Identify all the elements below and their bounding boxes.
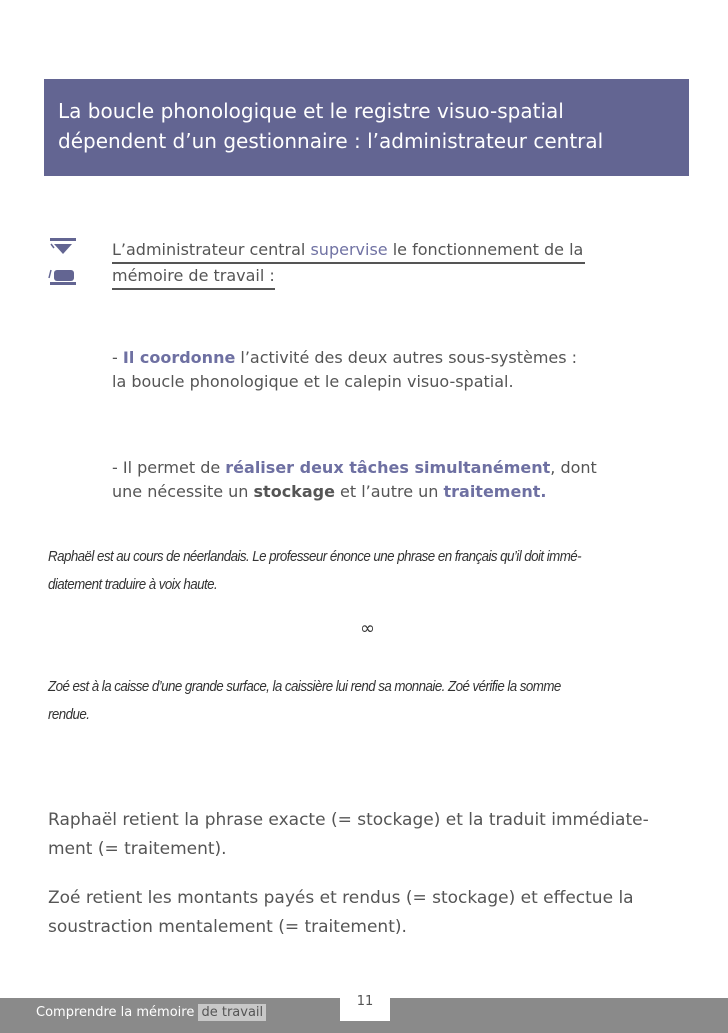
point-2-text-2: , dont — [550, 458, 597, 477]
point-2-text-1: - Il permet de — [112, 458, 226, 477]
intro-text-4: : — [264, 266, 275, 285]
explanation-zoe-line-2: soustraction mentalement (= traitement). — [48, 917, 407, 937]
intro-text-1: L’administrateur central — [112, 240, 311, 259]
explanation-raphael-line-1: Raphaël retient la phrase exacte (= stockage) et la traduit immédiate- — [48, 810, 649, 830]
intro-text-2: le fonctionnement de la — [387, 240, 584, 259]
explanation-raphael — [48, 806, 698, 864]
title-banner — [44, 79, 689, 176]
footer-title-main: Comprendre la mémoire — [36, 1005, 195, 1020]
hourglass-icon — [48, 238, 78, 286]
example-zoe-line-2: rendue. — [48, 707, 90, 723]
intro-text-3: mémoire de travail — [112, 266, 265, 285]
example-separator: ∞ — [360, 618, 375, 639]
explanation-zoe-line-1: Zoé retient les montants payés et rendus (= stockage) et effectue la — [48, 888, 634, 908]
point-2-keyword: réaliser deux tâches simultanément — [225, 458, 551, 477]
point-2-processing: traitement. — [443, 482, 547, 501]
point-2-storage: stockage — [253, 482, 335, 501]
example-raphael-line-2: diatement traduire à voix haute. — [48, 577, 218, 593]
point-1-keyword: Il coordonne — [122, 348, 236, 367]
explanation-zoe — [48, 884, 698, 942]
intro-line-1 — [112, 238, 585, 264]
point-2-line-1 — [112, 456, 672, 480]
point-1-line-2: la boucle phonologique et le calepin visuo-spatial. — [112, 372, 514, 391]
page-number: 11 — [356, 994, 374, 1009]
point-coordination — [112, 346, 672, 394]
point-1-dash: - — [112, 348, 123, 367]
footer-title-sub: de travail — [198, 1004, 266, 1021]
point-1-text: l’activité des deux autres sous-systèmes : — [235, 348, 578, 367]
intro-line-2 — [112, 264, 275, 290]
point-1-line-1 — [112, 346, 672, 370]
point-2-line-2 — [112, 480, 672, 504]
example-raphael — [48, 543, 646, 599]
intro-paragraph — [112, 238, 672, 290]
example-zoe — [48, 673, 646, 729]
point-2-text-4: et l’autre un — [334, 482, 444, 501]
point-dual-task — [112, 456, 672, 504]
example-zoe-line-1: Zoé est à la caisse d’une grande surface, la caissière lui rend sa monnaie. Zoé vérifie la somme — [48, 679, 561, 695]
banner-title-line-1: La boucle phonologique et le registre visuo-spatial — [58, 99, 564, 123]
explanation-raphael-line-2: ment (= traitement). — [48, 839, 227, 859]
point-2-text-3: une nécessite un — [112, 482, 254, 501]
example-raphael-line-1: Raphaël est au cours de néerlandais. Le professeur énonce une phrase en français qu’il doit immé- — [48, 549, 582, 565]
banner-title-line-2: dépendent d’un gestionnaire : l’administrateur central — [58, 129, 604, 153]
intro-keyword: supervise — [310, 240, 388, 259]
footer-title — [36, 1005, 266, 1020]
